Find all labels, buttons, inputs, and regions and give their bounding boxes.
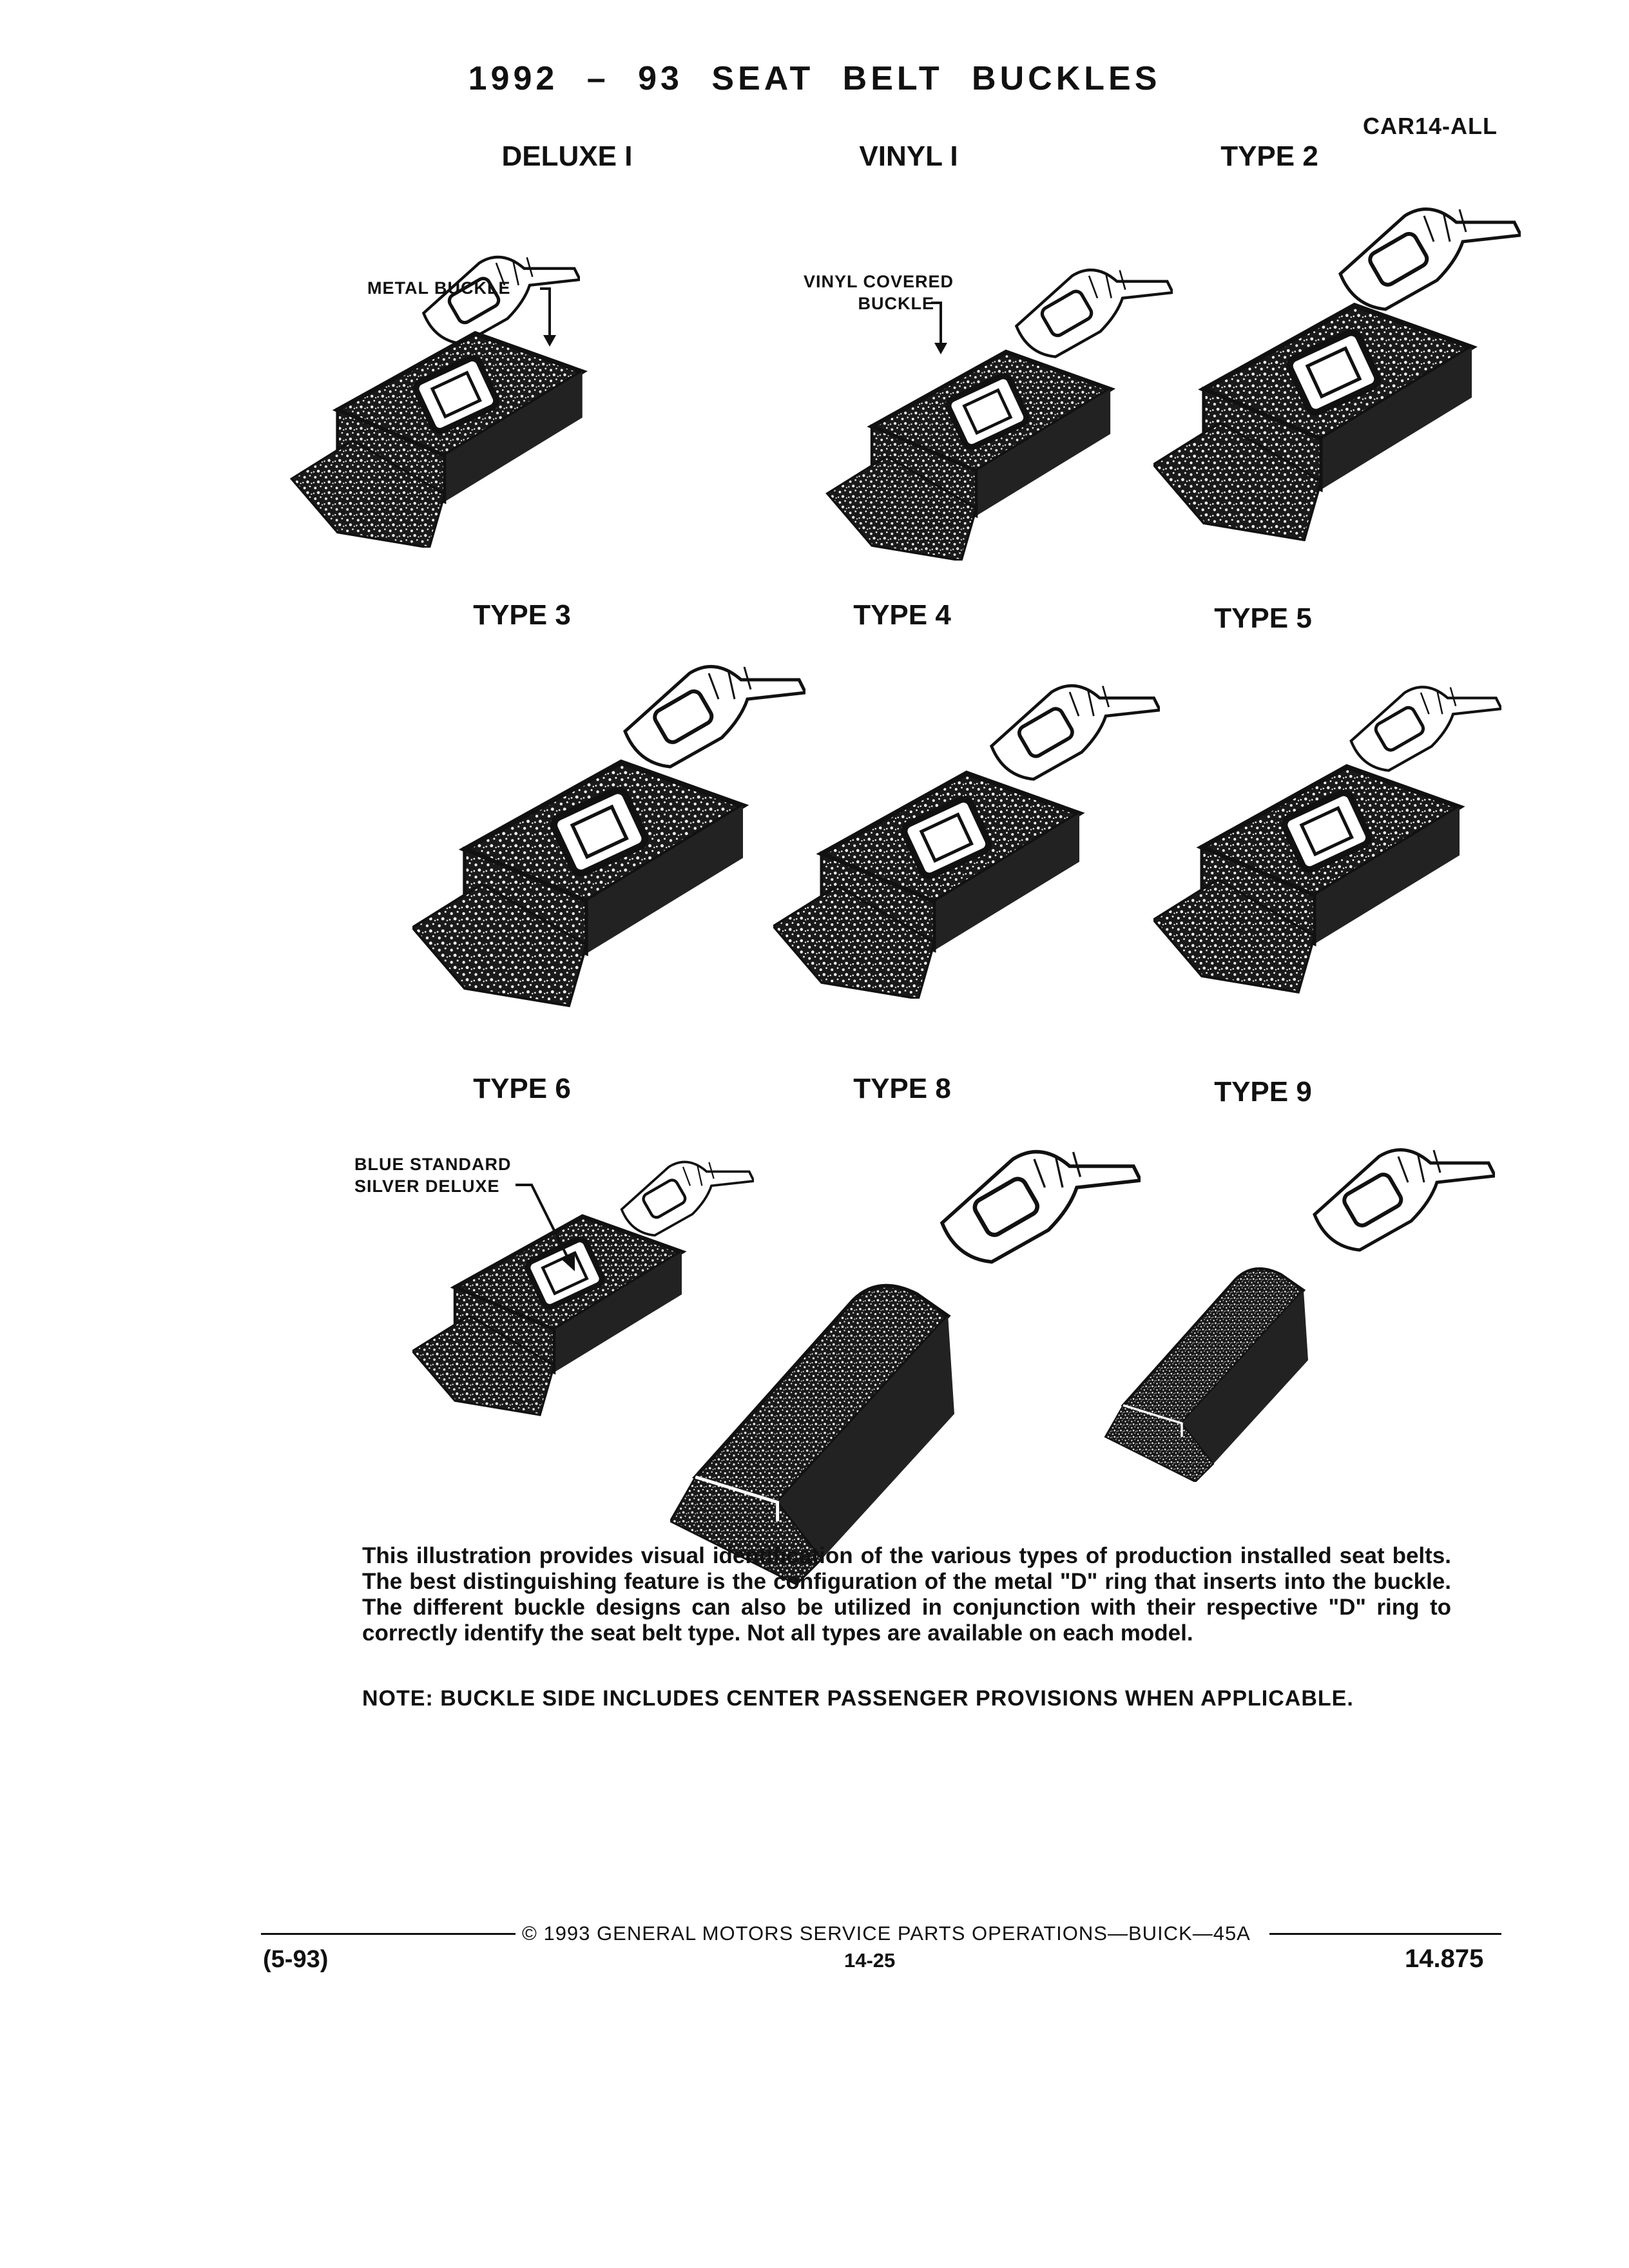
callout-silver-deluxe: SILVER DELUXE [354,1177,500,1196]
footer-rule-left [261,1933,516,1935]
figure-label-type-6: TYPE 6 [473,1073,571,1104]
footer-section-number: 14.875 [1405,1945,1484,1973]
buckle-illustration-type-9 [1070,1211,1366,1482]
footer-copyright: © 1993 GENERAL MOTORS SERVICE PARTS OPERATIONS—BUICK—45A [522,1922,1251,1945]
callout-arrow [516,1176,586,1273]
callout-metal-buckle: METAL BUCKLE [367,278,511,298]
page-title: 1992 – 93 SEAT BELT BUCKLES [468,60,1161,97]
figure-label-type-5: TYPE 5 [1214,602,1312,634]
buckle-illustration-type-4 [773,741,1095,999]
callout-vinyl-covered: VINYL COVERED [803,272,954,291]
figure-label-deluxe-1: DELUXE I [501,140,633,172]
note-text: NOTE: BUCKLE SIDE INCLUDES CENTER PASSENGER PROVISIONS WHEN APPLICABLE. [362,1686,1354,1711]
buckle-illustration-type-8 [670,1205,986,1585]
footer-page-number: 14-25 [844,1949,896,1972]
buckle-illustration-deluxe-1 [277,303,612,548]
buckle-illustration-vinyl-1 [818,322,1134,561]
callout-vinyl-buckle: BUCKLE [858,294,934,313]
figure-label-type-4: TYPE 4 [853,599,951,631]
buckle-illustration-type-2 [1153,271,1489,541]
buckle-illustration-type-5 [1153,728,1476,999]
buckle-illustration-type-3 [412,722,760,1012]
catalog-code: CAR14-ALL [1363,113,1498,139]
callout-arrow [540,284,559,348]
description-paragraph: This illustration provides visual identification of the various types of production installed seat belts. The best distinguishing feature is the configuration of the metal "D" ring that inserts into the buckle. The different buckle designs can also be utilized in conjunction with their respective "D" ring to correctly identify the seat belt type. Not all types are available on each model. [362,1543,1451,1646]
figure-label-type-8: TYPE 8 [853,1073,951,1104]
figure-label-type-3: TYPE 3 [473,599,571,631]
callout-blue-standard: BLUE STANDARD [354,1155,512,1174]
figure-label-type-9: TYPE 9 [1214,1076,1312,1108]
footer-rule-right [1269,1933,1501,1935]
callout-arrow [931,298,950,356]
figure-label-vinyl-1: VINYL I [859,140,958,172]
figure-label-type-2: TYPE 2 [1220,140,1318,172]
footer-revision: (5-93) [263,1946,329,1973]
